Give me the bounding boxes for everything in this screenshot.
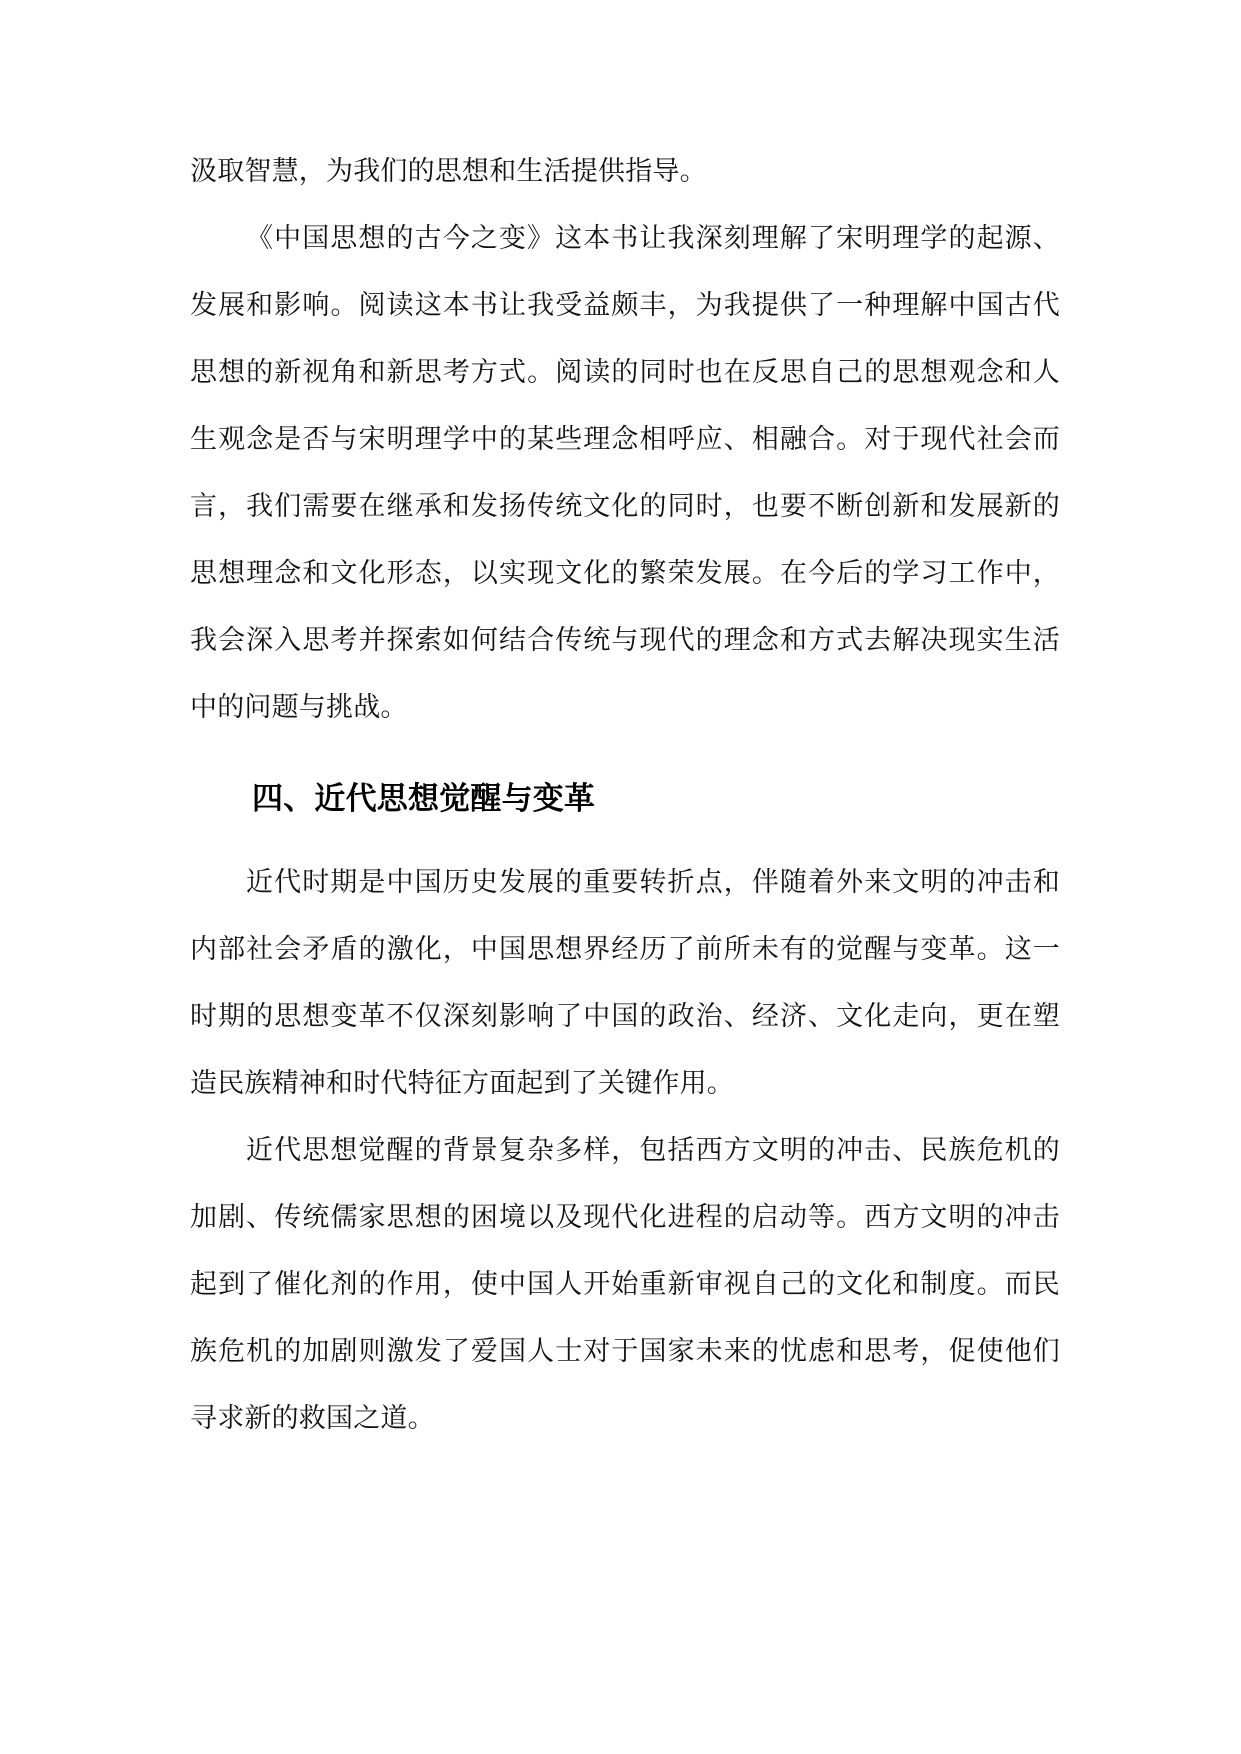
paragraph-continuation: 汲取智慧，为我们的思想和生活提供指导。 [190, 156, 707, 187]
page-content [190, 138, 1060, 1452]
paragraph-awakening-background: 近代思想觉醒的背景复杂多样，包括西方文明的冲击、民族危机的加剧、传统儒家思想的困境以及现代化进程的启动等。西方文明的冲击起到了催化剂的作用，使中国人开始重新审视自己的文化和制度。而民族危机的加剧则激发了爱国人士对于国家未来的忧虑和思考，促使他们寻求新的救国之道。 [190, 1135, 1060, 1434]
section-heading: 四、近代思想觉醒与变革 [252, 781, 596, 817]
paragraph-modern-period: 近代时期是中国历史发展的重要转折点，伴随着外来文明的冲击和内部社会矛盾的激化，中国思想界经历了前所未有的觉醒与变革。这一时期的思想变革不仅深刻影响了中国的政治、经济、文化走向，更在塑造民族精神和时代特征方面起到了关键作用。 [190, 867, 1060, 1099]
paragraph-book-reflection: 《中国思想的古今之变》这本书让我深刻理解了宋明理学的起源、发展和影响。阅读这本书让我受益颇丰，为我提供了一种理解中国古代思想的新视角和新思考方式。阅读的同时也在反思自己的思想观念和人生观念是否与宋明理学中的某些理念相呼应、相融合。对于现代社会而言，我们需要在继承和发扬传统文化的同时，也要不断创新和发展新的思想理念和文化形态，以实现文化的繁荣发展。在今后的学习工作中，我会深入思考并探索如何结合传统与现代的理念和方式去解决现实生活中的问题与挑战。 [190, 223, 1060, 723]
